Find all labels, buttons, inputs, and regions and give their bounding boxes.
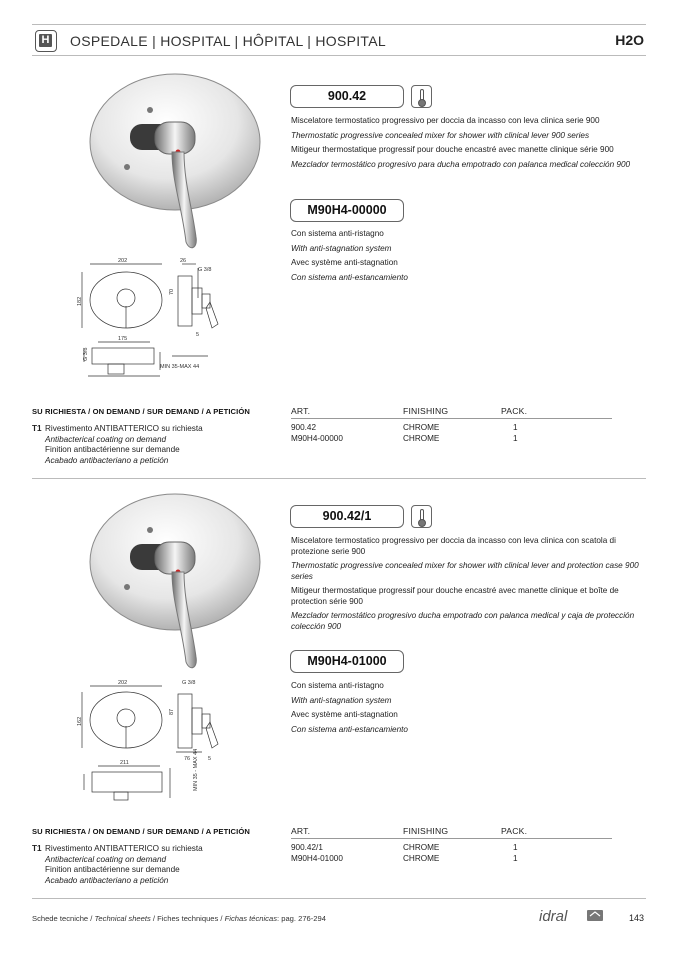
dim-lever: 5 [208,756,212,762]
footer-references: Schede tecniche / Technical sheets / Fiches techniques / Fichas técnicas: pag. 276-294 [32,914,326,923]
desc-es: Mezclador termostático progresivo ducha empotrado con palanca medical y caja de protección colección 900 [291,611,635,631]
product-code-box-1: 900.42 [290,85,404,108]
product-photo-1 [60,72,270,257]
product-description-2 [291,536,646,636]
t1-line-en: Antibacterical coating on demand [45,854,167,864]
desc-en: Thermostatic progressive concealed mixer for shower with clinical lever 900 series [291,130,590,140]
desc-es: Mezclador termostático progresivo para ducha empotrado con palanca medical colección 900 [291,159,631,169]
dim-thread: G 3/8 [198,267,212,273]
variant-desc-fr: Avec système anti-stagnation [291,710,398,719]
on-demand-title: SU RICHIESTA / ON DEMAND / SUR DEMAND / A PETICIÓN [32,827,250,836]
t1-line-es: Acabado antibacteriano a petición [45,875,169,885]
svg-text:idral: idral [539,908,568,925]
t1-label: T1 [32,424,42,433]
article-table-1 [291,405,612,444]
col-pack: PACK. [501,406,528,416]
variant-description-2 [291,681,646,739]
dim-body-width: 211 [120,760,129,766]
t1-label: T1 [32,844,42,853]
col-finishing: FINISHING [403,826,449,836]
desc-fr: Mitigeur thermostatique progressif pour douche encastré avec manette clinique série 900 [291,145,614,154]
product-description-1 [291,116,646,174]
variant-description-1 [291,229,646,287]
variant-desc-es: Con sistema anti-estancamiento [291,272,408,282]
dim-body-width: 175 [118,336,128,342]
on-demand-title: SU RICHIESTA / ON DEMAND / SUR DEMAND / A PETICIÓN [32,407,250,416]
technical-drawing-2 [78,678,243,818]
on-demand-block [32,844,203,886]
dim-offset: 70 [169,288,175,295]
thermostat-icon [411,85,432,108]
technical-drawing-1 [78,258,243,388]
product-photo-2 [60,492,270,677]
desc-it: Miscelatore termostatico progressivo per doccia da incasso con leva clinica con scatola di protezione serie 900 [291,536,616,556]
collection-code: H2O [615,32,644,48]
dim-depth: 26 [180,258,187,264]
col-art: ART. [291,826,311,836]
hospital-icon: H [35,30,57,52]
page-number: 143 [628,913,644,923]
dim-height: 182 [77,296,83,306]
page-header [32,24,646,56]
col-finishing: FINISHING [403,406,449,416]
variant-code-box-2: M90H4-01000 [290,650,404,673]
variant-desc-es: Con sistema anti-estancamiento [291,724,408,734]
variant-desc-it: Con sistema anti-ristagno [291,229,384,238]
dim-offset: 87 [169,708,175,715]
article-table-2 [291,825,612,864]
variant-desc-en: With anti-stagnation system [291,243,392,253]
dim-side-thread: G 3/8 [83,347,89,361]
t1-line-en: Antibacterical coating on demand [45,434,167,444]
table-row: M90H4-01000 CHROME 1 [291,853,518,863]
col-pack: PACK. [501,826,528,836]
idral-logo [537,906,607,928]
page-title: OSPEDALE | HOSPITAL | HÔPITAL | HOSPITAL [70,33,386,49]
desc-fr: Mitigeur thermostatique progressif pour douche encastré avec manette clinique et boîte de protection série 900 [291,586,619,606]
footer-divider [32,898,646,899]
col-art: ART. [291,406,311,416]
table-header [291,405,612,419]
t1-line-it: Rivestimento ANTIBATTERICO su richiesta [45,844,203,853]
table-row: 900.42 CHROME 1 [291,423,518,432]
dim-lever: 5 [196,332,200,338]
on-demand-block [32,424,203,466]
dim-thread: G 3/8 [182,680,196,686]
desc-en: Thermostatic progressive concealed mixer for shower with clinical lever and protection case 900 series [291,561,639,581]
variant-desc-fr: Avec système anti-stagnation [291,258,398,267]
t1-line-fr: Finition antibactérienne sur demande [45,445,180,455]
table-header [291,825,612,839]
t1-line-fr: Finition antibactérienne sur demande [45,865,180,875]
desc-it: Miscelatore termostatico progressivo per doccia da incasso con leva clinica serie 900 [291,116,600,125]
dim-depth: 76 [184,756,191,762]
thermostat-icon [411,505,432,528]
dim-width: 202 [118,680,128,686]
table-row: 900.42/1 CHROME 1 [291,843,518,852]
dim-width: 202 [118,258,128,264]
dim-height: 162 [77,716,83,726]
variant-desc-en: With anti-stagnation system [291,695,392,705]
t1-line-it: Rivestimento ANTIBATTERICO su richiesta [45,424,203,433]
variant-code-box-1: M90H4-00000 [290,199,404,222]
section-divider [32,478,646,479]
t1-line-es: Acabado antibacteriano a petición [45,455,169,465]
variant-desc-it: Con sistema anti-ristagno [291,681,384,690]
table-row: M90H4-00000 CHROME 1 [291,433,518,443]
dim-min-max: MIN 35 - MAX 44 [193,748,199,791]
dim-min-max: MIN 35-MAX 44 [160,364,200,370]
product-code-box-2: 900.42/1 [290,505,404,528]
